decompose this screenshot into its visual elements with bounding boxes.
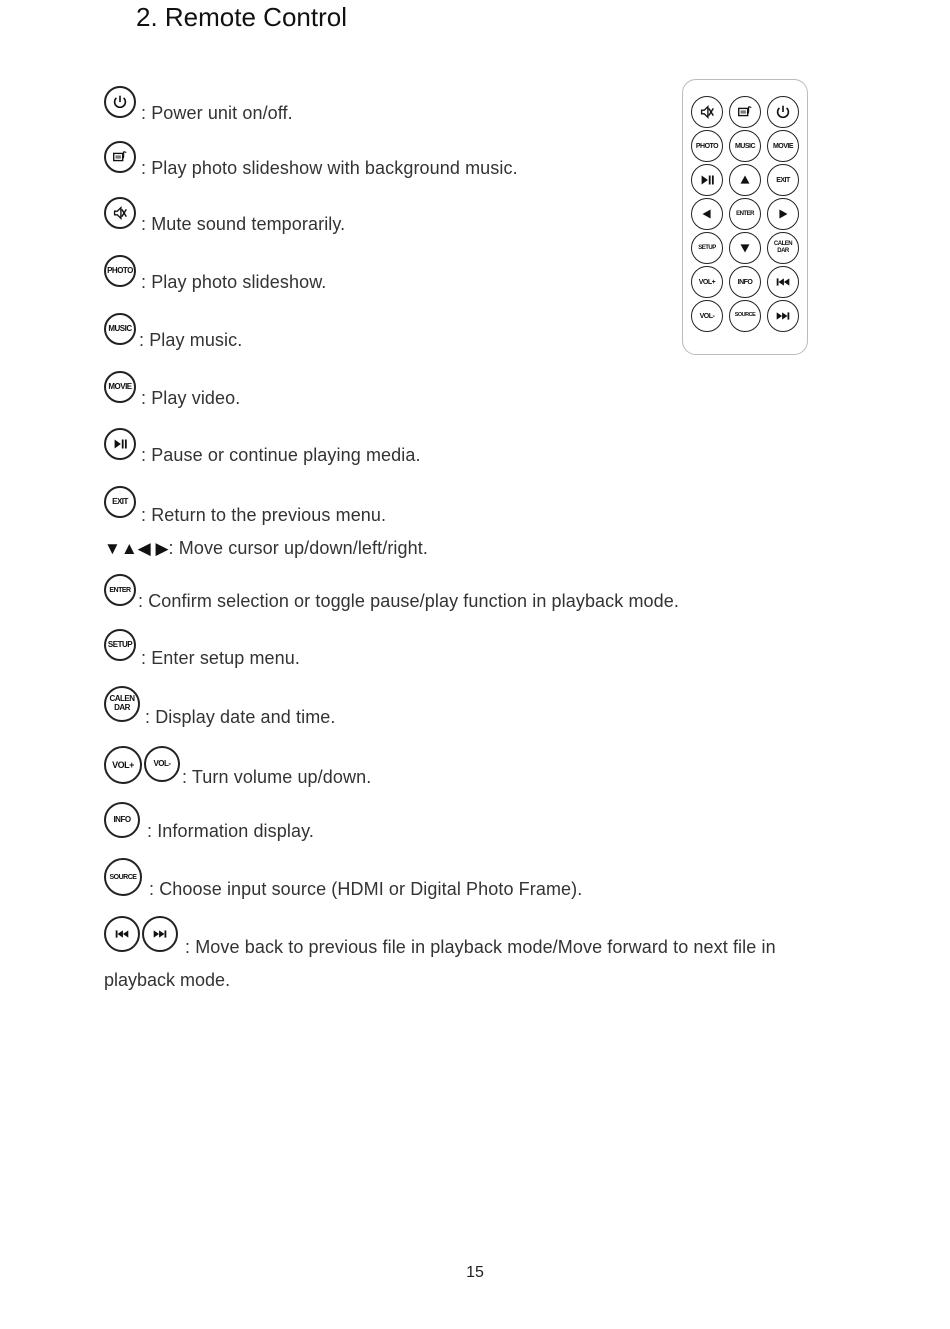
- entry-text: : Display date and time.: [145, 707, 336, 727]
- entry-text: : Play photo slideshow.: [141, 272, 327, 292]
- entry-volume: [104, 746, 372, 787]
- music-button: MUSIC: [729, 130, 761, 162]
- movie-button: MOVIE: [104, 371, 136, 403]
- entry-text-continued: playback mode.: [104, 970, 231, 990]
- entry-arrows: [104, 538, 428, 559]
- entry-text: : Move back to previous file in playback mode/Move forward to next file in: [185, 937, 776, 957]
- photo-button: PHOTO: [691, 130, 723, 162]
- play-pause-icon: [691, 164, 723, 196]
- entry-text: : Play photo slideshow with background music.: [141, 158, 518, 178]
- entry-mute: [104, 197, 346, 234]
- arrow-keys-icon: ▼▲◀ ▶: [104, 539, 169, 558]
- right-arrow-icon: [767, 198, 799, 230]
- mute-icon: [104, 197, 136, 229]
- entry-exit: [104, 486, 387, 525]
- entry-text: : Enter setup menu.: [141, 648, 300, 668]
- setup-button: SETUP: [691, 232, 723, 264]
- entry-source: [104, 858, 583, 899]
- info-button: INFO: [104, 802, 140, 838]
- music-button: MUSIC: [104, 313, 136, 345]
- previous-icon: [104, 916, 140, 952]
- next-icon: [142, 916, 178, 952]
- vol-down-button: VOL-: [691, 300, 723, 332]
- mute-icon: [691, 96, 723, 128]
- entry-text: : Move cursor up/down/left/right.: [168, 538, 428, 558]
- source-button: SOURCE: [729, 300, 761, 332]
- info-button: INFO: [729, 266, 761, 298]
- vol-down-button: VOL-: [144, 746, 180, 782]
- entry-text: : Return to the previous menu.: [141, 505, 387, 525]
- setup-button: SETUP: [104, 629, 136, 661]
- calendar-button: CALEN DAR: [767, 232, 799, 264]
- entry-info: [104, 802, 314, 841]
- down-arrow-icon: [729, 232, 761, 264]
- play-pause-icon: [104, 428, 136, 460]
- entry-text: : Information display.: [147, 821, 314, 841]
- up-arrow-icon: [729, 164, 761, 196]
- page-title: 2. Remote Control: [136, 2, 347, 32]
- entry-movie: [104, 371, 241, 408]
- vol-up-button: VOL+: [691, 266, 723, 298]
- slideshow-music-icon: [104, 141, 136, 173]
- entry-enter: [104, 574, 679, 611]
- entry-text: : Turn volume up/down.: [182, 767, 372, 787]
- entry-text: : Confirm selection or toggle pause/play function in playback mode.: [138, 591, 679, 611]
- next-icon: [767, 300, 799, 332]
- entry-text: : Choose input source (HDMI or Digital Photo Frame).: [149, 879, 583, 899]
- slideshow-music-icon: [729, 96, 761, 128]
- exit-button: EXIT: [104, 486, 136, 518]
- entry-text: : Power unit on/off.: [141, 103, 293, 123]
- entry-power: [104, 86, 293, 123]
- entry-text: : Play music.: [139, 330, 243, 350]
- entry-text: : Play video.: [141, 388, 241, 408]
- page-number: 15: [466, 1264, 484, 1281]
- previous-icon: [767, 266, 799, 298]
- enter-button: ENTER: [104, 574, 136, 606]
- calendar-button: CALEN DAR: [104, 686, 140, 722]
- entry-setup: [104, 629, 300, 668]
- remote-control-illustration: [682, 79, 808, 355]
- entry-text: : Mute sound temporarily.: [141, 214, 346, 234]
- vol-up-button: VOL+: [104, 746, 142, 784]
- left-arrow-icon: [691, 198, 723, 230]
- entry-calendar: [104, 686, 336, 727]
- entry-music: [104, 313, 243, 350]
- power-icon: [104, 86, 136, 118]
- enter-button: ENTER: [729, 198, 761, 230]
- exit-button: EXIT: [767, 164, 799, 196]
- source-button: SOURCE: [104, 858, 142, 896]
- movie-button: MOVIE: [767, 130, 799, 162]
- entry-play-pause: [104, 428, 421, 465]
- entry-prev-next: [104, 916, 776, 957]
- power-icon: [767, 96, 799, 128]
- photo-button: PHOTO: [104, 255, 136, 287]
- entry-slideshow-music: [104, 141, 518, 178]
- entry-photo: [104, 255, 327, 292]
- entry-text: : Pause or continue playing media.: [141, 445, 421, 465]
